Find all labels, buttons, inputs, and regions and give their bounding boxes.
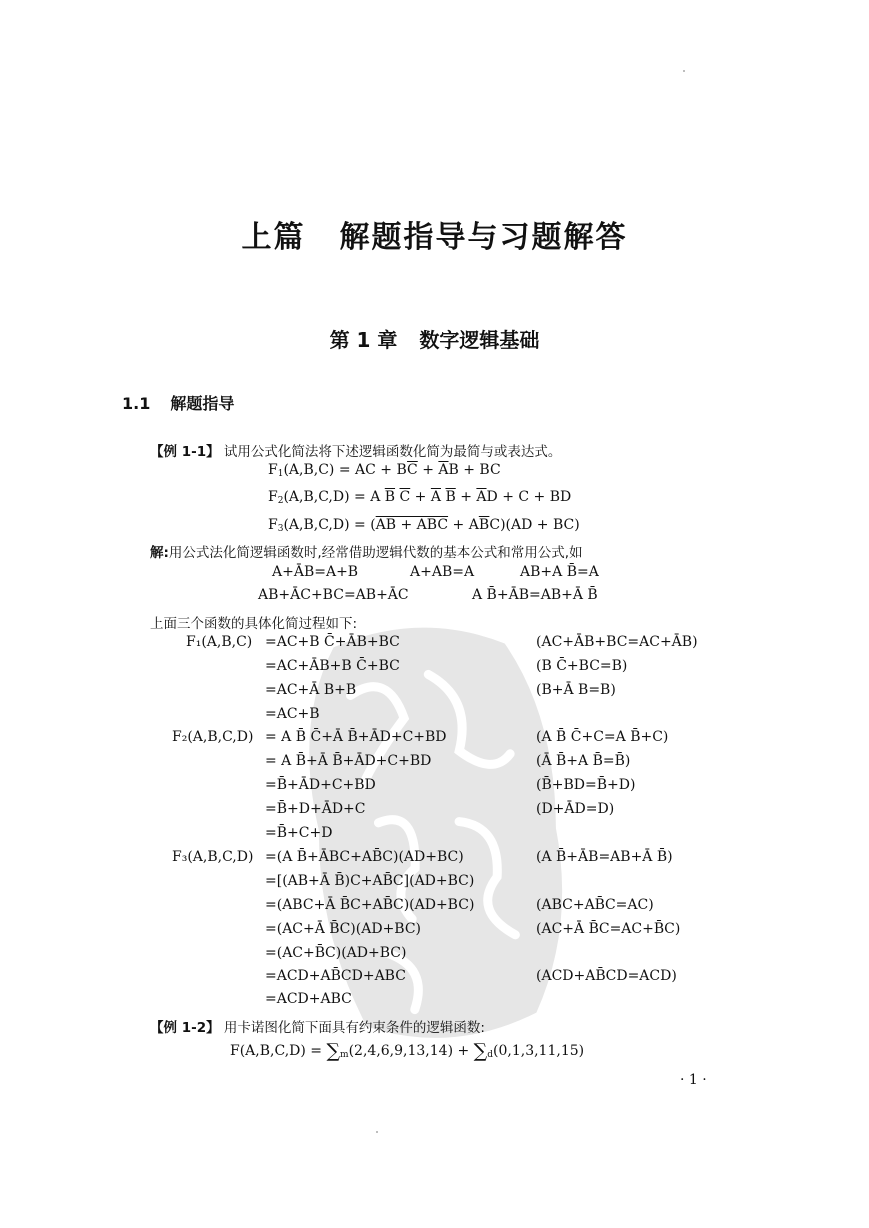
chapter-name: 数字逻辑基础 [419, 328, 540, 352]
example-text: 试用公式化简法将下述逻辑函数化简为最简与或表达式。 [223, 444, 562, 460]
f3-step: =ACD+ABC [265, 991, 352, 1007]
f2-lhs: F₂(A,B,C,D) [172, 729, 254, 745]
f2-step: = A B̄ C̄+Ā B̄+ĀD+C+BD [265, 729, 447, 745]
solution-intro [150, 541, 583, 561]
f2-note: (D+ĀD=D) [536, 801, 615, 817]
f1-note: (AC+ĀB+BC=AC+ĀB) [536, 634, 698, 650]
f2-step: =B̄+D+ĀD+C [265, 801, 366, 817]
part-title [0, 212, 869, 256]
part-label: 上篇 [241, 220, 306, 255]
f1-step: =AC+B [265, 706, 320, 722]
chapter-title [0, 324, 869, 353]
example-label: 【例 1-2】 [150, 1020, 220, 1036]
f3-step: =[(AB+Ā B̄)C+AB̄C](AD+BC) [265, 873, 475, 889]
section-name: 解题指导 [170, 394, 235, 413]
f2-note: (B̄+BD=B̄+D) [536, 777, 636, 793]
solution-label: 解: [150, 545, 169, 561]
sum-symbol: ∑ [473, 1040, 488, 1062]
f3-lhs: F₃(A,B,C,D) [172, 849, 254, 865]
solution-text: 用公式法化简逻辑函数时,经常借助逻辑代数的基本公式和常用公式,如 [168, 545, 583, 561]
basic-formula-3: AB+A B̄=A [520, 564, 599, 580]
basic-formula-5: A B̄+ĀB=AB+Ā B̄ [472, 587, 598, 603]
basic-formula-4: AB+ĀC+BC=AB+ĀC [258, 587, 409, 603]
f1-lhs: F₁(A,B,C) [186, 634, 253, 650]
f3-step: =(AC+Ā B̄C)(AD+BC) [265, 921, 422, 937]
section-title [122, 391, 234, 414]
f1-note: (B+Ā B=B) [536, 682, 616, 698]
f2-step: =B̄+ĀD+C+BD [265, 777, 376, 793]
f2-definition: $F_2(A,B,C,D) = A$ $\overline{B}$ $\overline{C} + \overline{A}$ $\overline{B} + \overline{A}D + C$ + BD [268, 489, 572, 506]
example-label: 【例 1-1】 [150, 444, 220, 460]
f2-step: =B̄+C+D [265, 825, 333, 841]
f2-step: = A B̄+Ā B̄+ĀD+C+BD [265, 753, 432, 769]
f3-step: =(ABC+Ā B̄C+AB̄C)(AD+BC) [265, 897, 475, 913]
process-intro: 上面三个函数的具体化简过程如下: [150, 616, 358, 632]
scan-dot [683, 70, 685, 72]
f3-note: (AC+Ā B̄C=AC+B̄C) [536, 921, 681, 937]
f3-note: (ABC+AB̄C=AC) [536, 897, 654, 913]
f3-step: =(AC+B̄C)(AD+BC) [265, 945, 407, 961]
f3-note: (ACD+AB̄CD=ACD) [536, 968, 677, 984]
sum-symbol: ∑ [326, 1040, 341, 1062]
f3-note: (A B̄+ĀB=AB+Ā B̄) [536, 849, 673, 865]
basic-formula-1: A+ĀB=A+B [272, 564, 359, 580]
example-1-2-heading [150, 1016, 485, 1036]
f1-step: =AC+ĀB+B C̄+BC [265, 658, 400, 674]
section-number: 1.1 [122, 394, 151, 413]
example-text: 用卡诺图化简下面具有约束条件的逻辑函数: [223, 1020, 485, 1036]
example-1-1-heading [150, 440, 561, 460]
f3-step: =ACD+AB̄CD+ABC [265, 968, 406, 984]
example-1-2-formula: $F(A,B,C,D) = \sum_m(2,4,6,9,13,14) + \sum_d(0,1,3,11,15)$ [230, 1040, 585, 1062]
f1-step: =AC+B C̄+ĀB+BC [265, 634, 400, 650]
scan-dot [376, 1131, 378, 1133]
f1-note: (B C̄+BC=B) [536, 658, 628, 674]
f3-definition: $F_3(A,B,C,D) = (AB$ + ABC + $A\overline{B}C)(AD + BC)$ [268, 517, 580, 534]
f1-step: =AC+Ā B+B [265, 682, 357, 698]
f1-definition: $F_1(A,B,C)$ = AC + $B\overline{C} + \overline{A}B$ + BC [268, 462, 501, 479]
chapter-label: 第 1 章 [329, 328, 398, 352]
page-number: · 1 · [680, 1072, 707, 1088]
part-name: 解题指导与习题解答 [339, 220, 628, 255]
f3-step: =(A B̄+ĀBC+AB̄C)(AD+BC) [265, 849, 464, 865]
basic-formula-2: A+AB=A [410, 564, 475, 580]
f2-note: (A B̄ C̄+C=A B̄+C) [536, 729, 669, 745]
f2-note: (Ā B̄+A B̄=B̄) [536, 753, 631, 769]
